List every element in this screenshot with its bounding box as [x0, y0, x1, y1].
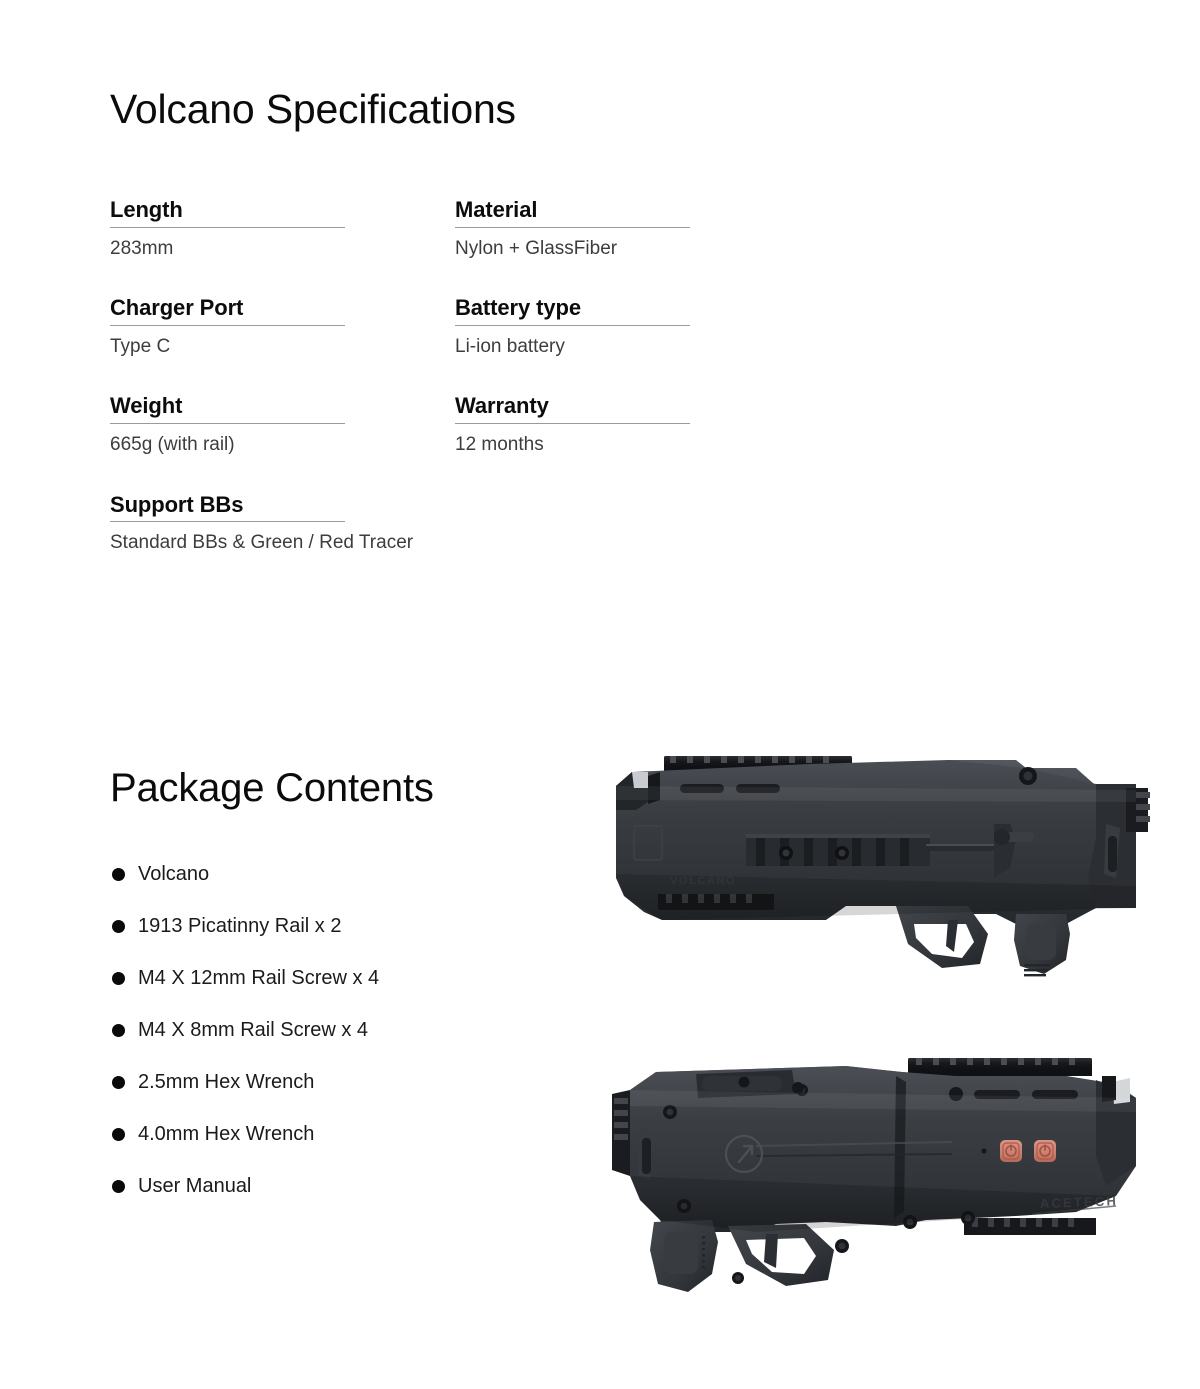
spec-label-material: Material	[455, 196, 690, 228]
spec-item-charger-port	[110, 294, 455, 359]
list-item	[112, 1004, 379, 1056]
spec-label-battery-type: Battery type	[455, 294, 690, 326]
spec-row	[110, 491, 710, 556]
list-item	[112, 1160, 379, 1212]
svg-text:ACETECH: ACETECH	[1039, 1193, 1119, 1211]
spec-label-warranty: Warranty	[455, 392, 690, 424]
spec-value-battery-type: Li-ion battery	[455, 335, 565, 357]
power-button-left	[1000, 1140, 1022, 1162]
power-button-right	[1034, 1140, 1056, 1162]
spec-value-weight: 665g (with rail)	[110, 433, 235, 455]
spec-value-charger-port: Type C	[110, 335, 171, 357]
page-title-package-contents: Package Contents	[110, 766, 434, 810]
list-item-label: M4 X 8mm Rail Screw x 4	[138, 1018, 369, 1041]
list-item-label: 4.0mm Hex Wrench	[138, 1122, 315, 1145]
bullet-icon	[112, 1180, 125, 1193]
list-item	[112, 1056, 379, 1108]
spec-label-weight: Weight	[110, 392, 345, 424]
bullet-icon	[112, 920, 125, 933]
spec-value-material: Nylon + GlassFiber	[455, 237, 618, 259]
bullet-icon	[112, 1024, 125, 1037]
list-item	[112, 952, 379, 1004]
spec-item-weight	[110, 392, 455, 457]
spec-item-length	[110, 196, 455, 261]
spec-row	[110, 294, 710, 359]
list-item	[112, 848, 379, 900]
page-title-specifications: Volcano Specifications	[110, 86, 516, 132]
spec-label-support-bbs: Support BBs	[110, 491, 345, 523]
spec-item-support-bbs	[110, 491, 455, 556]
specifications-grid	[110, 196, 710, 589]
list-item-label: Volcano	[138, 862, 210, 885]
list-item	[112, 1108, 379, 1160]
list-item	[112, 900, 379, 952]
list-item-label: 1913 Picatinny Rail x 2	[138, 914, 342, 937]
spec-item-warranty	[455, 392, 710, 457]
package-contents-list	[112, 848, 379, 1212]
product-image-left-side-view	[596, 728, 1162, 978]
spec-item-battery-type	[455, 294, 710, 359]
spec-value-warranty: 12 months	[455, 433, 544, 455]
spec-row	[110, 392, 710, 457]
spec-item-material	[455, 196, 710, 261]
list-item-label: User Manual	[138, 1174, 252, 1197]
list-item-label: M4 X 12mm Rail Screw x 4	[138, 966, 380, 989]
bullet-icon	[112, 1076, 125, 1089]
spec-value-support-bbs: Standard BBs & Green / Red Tracer	[110, 532, 414, 554]
bullet-icon	[112, 972, 125, 985]
spec-label-charger-port: Charger Port	[110, 294, 345, 326]
spec-value-length: 283mm	[110, 237, 174, 259]
bullet-icon	[112, 868, 125, 881]
bullet-icon	[112, 1128, 125, 1141]
spec-label-length: Length	[110, 196, 345, 228]
svg-text:VOLCANO: VOLCANO	[670, 875, 737, 887]
product-image-right-side-view	[596, 1036, 1162, 1304]
list-item-label: 2.5mm Hex Wrench	[138, 1070, 315, 1093]
spec-row	[110, 196, 710, 261]
